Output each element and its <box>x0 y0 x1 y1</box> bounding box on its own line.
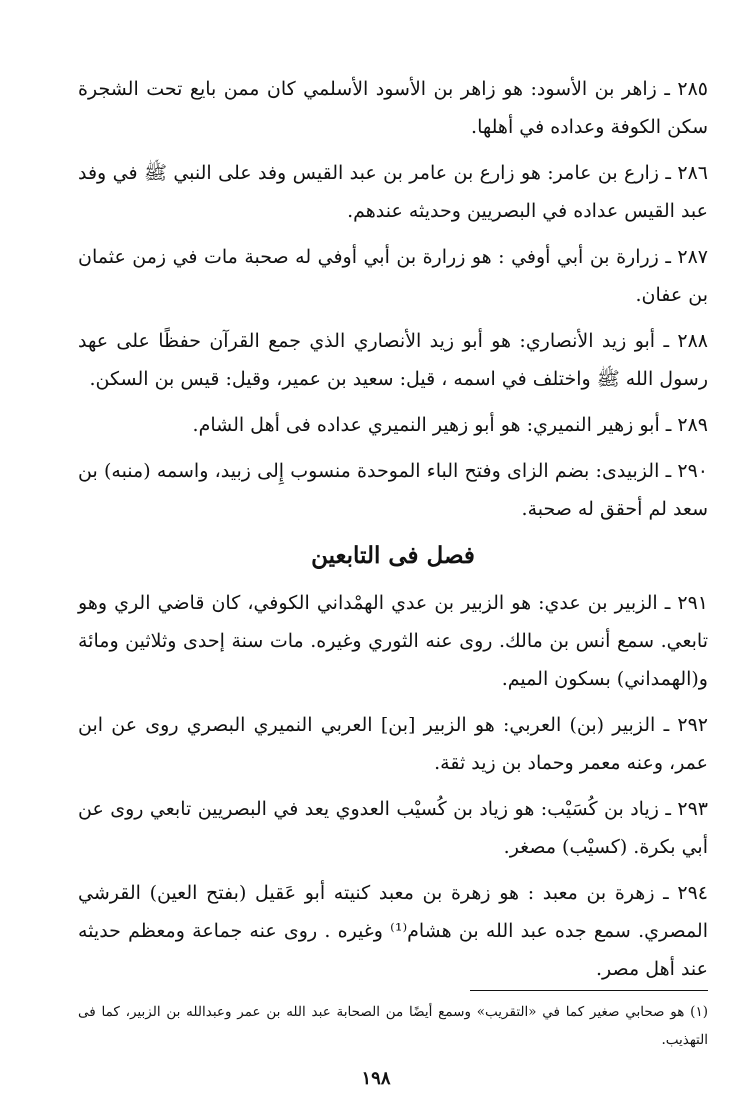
entry-291: ٢٩١ ـ الزبير بن عدي: هو الزبير بن عدي الهمْداني الكوفي، كان قاضي الري وهو تابعي. سمع أنس بن مالك. روى عنه الثوري وغيره. مات سنة إحدى وثلاثين ومائة و(الهمداني) بسكون الميم. <box>78 592 708 690</box>
page-body <box>78 70 708 996</box>
entry-287: ٢٨٧ ـ زرارة بن أبي أوفي : هو زرارة بن أبي أوفي له صحبة مات في زمن عثمان بن عفان. <box>78 246 708 306</box>
entry-289: ٢٨٩ ـ أبو زهير النميري: هو أبو زهير النميري عداده فى أهل الشام. <box>192 414 708 436</box>
entry-285: ٢٨٥ ـ زاهر بن الأسود: هو زاهر بن الأسود الأسلمي كان ممن بايع تحت الشجرة سكن الكوفة وعداده في أهلها. <box>78 78 708 138</box>
entry-286: ٢٨٦ ـ زارع بن عامر: هو زارع بن عامر بن عبد القيس وفد على النبي ﷺ في وفد عبد القيس عداده في البصريين وحديثه عندهم. <box>78 162 708 222</box>
entry-294: ٢٩٤ ـ زهرة بن معبد : هو زهرة بن معبد كنيته أبو عَقيل (بفتح العين) القرشي المصري. سمع جده عبد الله بن هشام⁽¹⁾ وغيره . روى عنه جماعة ومعظم حديثه عند أهل مصر. <box>78 882 708 980</box>
entry-290: ٢٩٠ ـ الزبيدى: بضم الزاى وفتح الباء الموحدة منسوب إِلى زبيد، واسمه (منبه) بن سعد لم أحقق له صحبة. <box>78 460 708 520</box>
section-title: فصل فى التابعين <box>311 542 475 569</box>
page-number: ١٩٨ <box>361 1068 391 1089</box>
footnote: (١) هو صحابي صغير كما في «التقريب» وسمع أيضًا من الصحابة عبد الله بن عمر وعبدالله بن الزبير، كما فى التهذيب. <box>78 1004 708 1048</box>
entry-292: ٢٩٢ ـ الزبير (بن) العربي: هو الزبير [بن] العربي النميري البصري روى عن ابن عمر، وعنه معمر وحماد بن زيد ثقة. <box>78 714 708 774</box>
entry-288: ٢٨٨ ـ أبو زيد الأنصاري: هو أبو زيد الأنصاري الذي جمع القرآن حفظًا على عهد رسول الله ﷺ واختلف في اسمه ، قيل: سعيد بن عمير، وقيل: قيس بن السكن. <box>78 330 708 390</box>
footnote-divider <box>470 990 708 991</box>
entry-293: ٢٩٣ ـ زياد بن كُسَيْب: هو زياد بن كُسيْب العدوي يعد في البصريين تابعي روى عن أبي بكرة. (كسيْب) مصغر. <box>78 798 708 858</box>
